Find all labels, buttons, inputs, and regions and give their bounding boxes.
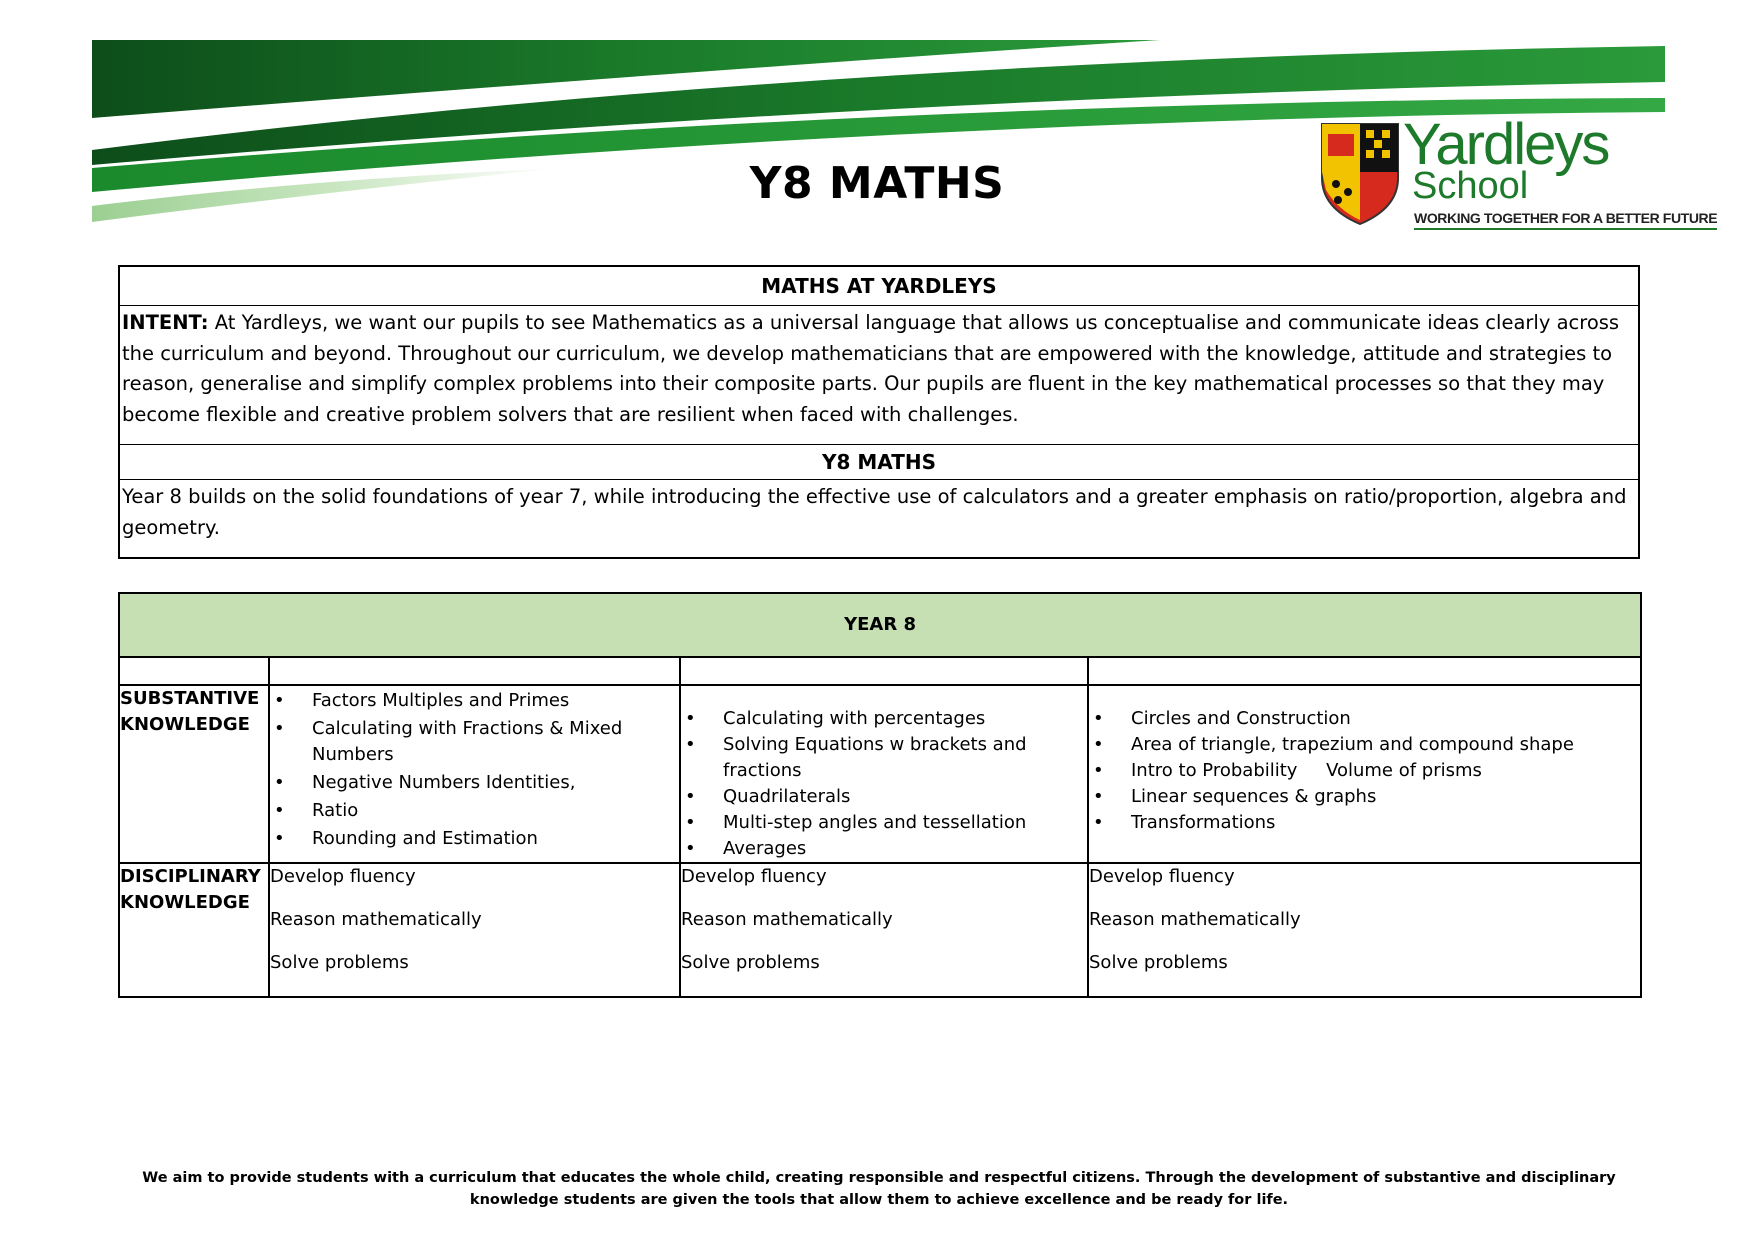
footer-statement: We aim to provide students with a curriculum that educates the whole child, creating responsible and respectful citizens. Through the development of substantive and disciplinary knowledge students are given the tools that allow them to achieve excellence and be ready for life. (142, 1170, 1616, 1208)
year-table (118, 592, 1642, 998)
topic-item: • Calculating with Fractions & Mixed Numbers (312, 716, 679, 768)
term1-topic-list (270, 688, 679, 852)
disciplinary-item: Develop fluency (270, 866, 416, 887)
logo-school: School (1412, 165, 1529, 207)
page-title: Y8 MATHS (749, 158, 1005, 209)
term3-topic-list (1089, 706, 1640, 836)
topic-item: • Linear sequences & graphs (1131, 784, 1640, 810)
disciplinary-item: Develop fluency (1089, 866, 1235, 887)
term1-disciplinary-cell (269, 863, 680, 997)
topic-item: • Rounding and Estimation (312, 826, 679, 852)
topic-item: • Transformations (1131, 810, 1640, 836)
year-banner-text: YEAR 8 (844, 614, 916, 635)
intent-heading: MATHS AT YARDLEYS (120, 267, 1638, 306)
intent-label: INTENT: (122, 311, 209, 334)
topic-item: • Multi-step angles and tessellation (723, 810, 1087, 836)
topic-item: • Quadrilaterals (723, 784, 1087, 810)
topic-item: • Circles and Construction (1131, 706, 1640, 732)
disciplinary-item: Solve problems (681, 952, 820, 973)
intent-paragraph (120, 306, 1638, 444)
disciplinary-item: Reason mathematically (681, 909, 893, 930)
topic-item: • Factors Multiples and Primes (312, 688, 679, 714)
logo-name: Yardleys (1403, 112, 1609, 177)
y8-heading: Y8 MATHS (120, 444, 1638, 480)
disciplinary-item: Reason mathematically (270, 909, 482, 930)
disciplinary-item: Solve problems (270, 952, 409, 973)
term3-topics-cell (1088, 685, 1641, 863)
year-banner (119, 593, 1641, 657)
topic-item: • Ratio (312, 798, 679, 824)
term2-disciplinary-cell (680, 863, 1088, 997)
disciplinary-label: DISCIPLINARY KNOWLEDGE (119, 863, 269, 997)
topic-item: • Calculating with percentages (723, 706, 1087, 732)
topic-item: • Negative Numbers Identities, (312, 770, 679, 796)
spacer-row (119, 657, 1641, 685)
disciplinary-row (119, 863, 1641, 997)
substantive-label: SUBSTANTIVE KNOWLEDGE (119, 685, 269, 863)
topic-item: • Averages (723, 836, 1087, 862)
term2-topics-cell (680, 685, 1088, 863)
disciplinary-item: Develop fluency (681, 866, 827, 887)
topic-item: • Intro to Probability Volume of prisms (1131, 758, 1640, 784)
topic-item: • Solving Equations w brackets and fractions (723, 732, 1087, 784)
topic-item: • Area of triangle, trapezium and compound shape (1131, 732, 1640, 758)
y8-text: Year 8 builds on the solid foundations of year 7, while introducing the effective use of calculators and a greater emphasis on ratio/proportion, algebra and geometry. (122, 485, 1627, 539)
logo-motto: WORKING TOGETHER FOR A BETTER FUTURE (1414, 210, 1717, 230)
term2-topic-list (681, 706, 1087, 862)
disciplinary-item: Solve problems (1089, 952, 1228, 973)
term1-topics-cell (269, 685, 680, 863)
school-crest-icon (1318, 120, 1402, 230)
intent-box (118, 265, 1640, 559)
intent-text: At Yardleys, we want our pupils to see Mathematics as a universal language that allows us conceptualise and communicate ideas clearly across the curriculum and beyond. Throughout our curriculum, we develop mathematicians that are empowered with the knowledge, attitude and strategies to reason, generalise and simplify complex problems into their composite parts. Our pupils are fluent in the key mathematical processes so that they may become flexible and creative problem solvers that are resilient when faced with challenges. (122, 311, 1620, 426)
substantive-row (119, 685, 1641, 863)
term3-disciplinary-cell (1088, 863, 1641, 997)
disciplinary-item: Reason mathematically (1089, 909, 1301, 930)
